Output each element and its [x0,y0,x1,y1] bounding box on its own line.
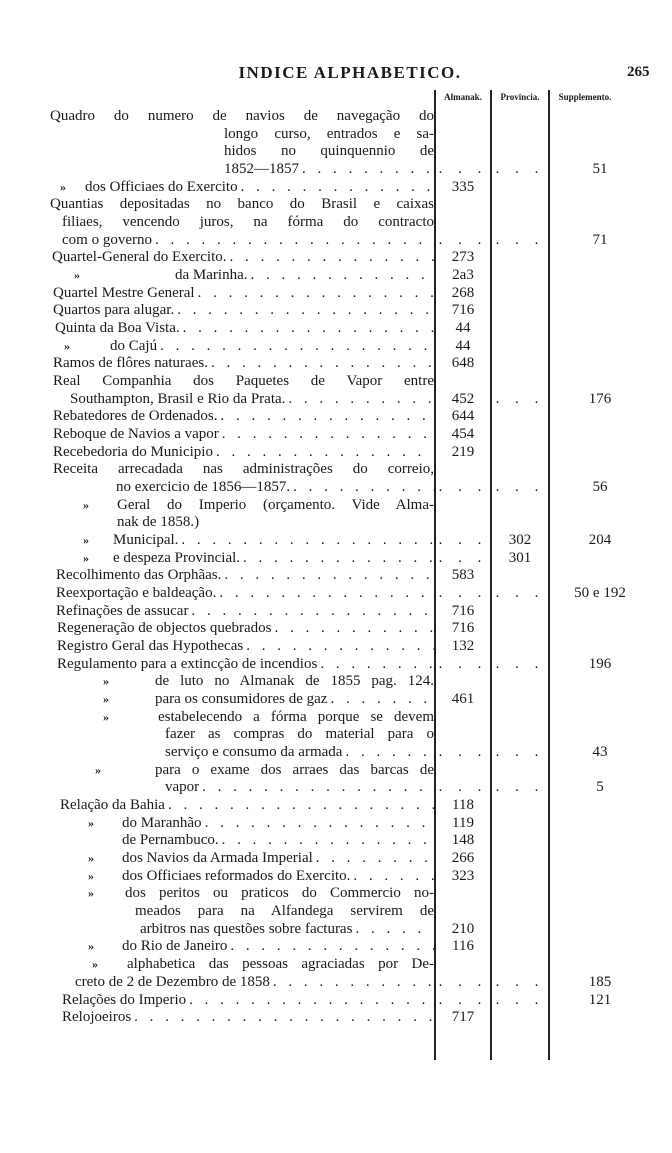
index-entry [0,1009,672,1027]
dot-leader [157,338,434,356]
almanak-page: 461 [451,691,475,708]
index-entry [0,355,672,373]
entry-text-line [50,196,434,214]
ditto-mark: » [60,179,66,194]
index-entry [0,444,672,462]
index-entry [0,497,672,515]
dot-leader [317,656,434,674]
entry-text-line [70,391,434,409]
entry-text-line [53,355,434,373]
dot-leader [174,302,434,320]
entry-text: Refinações de assucar [56,602,189,619]
provincia-page: . . . [495,655,545,672]
index-entry [0,267,672,285]
entry-text-line [57,620,434,638]
index-entry [0,108,672,126]
entry-text-line [53,302,434,320]
entry-text-line [113,550,434,568]
entry-text: Reexportação e baldeação. [56,585,217,602]
entry-text-line [62,1009,434,1027]
ditto-mark: » [95,762,101,777]
index-entry [0,479,672,497]
dot-leader [202,815,434,833]
entry-text: Southampton, Brasil e Rio da Prata. [70,390,286,407]
index-entry [0,921,672,939]
entry-text-line [60,797,434,815]
index-entry [0,161,672,179]
index-entry [0,585,672,603]
almanak-page: 266 [451,850,475,867]
provincia-page: . . . [495,973,545,990]
entry-text: Relojoeiros [62,1009,132,1026]
entry-text: de luto no Almanak de 1855 pag. 124. [155,673,434,690]
entry-text: dos Officiaes do Exercito [85,178,238,195]
index-entry [0,567,672,585]
provincia-page: 301 [508,549,532,566]
dot-leader [180,320,434,338]
dot-leader [285,391,434,409]
index-entry [0,391,672,409]
entry-text: Relação da Bahia [60,797,165,814]
entry-text: Relações do Imperio [62,991,187,1008]
entry-text-line [135,903,434,921]
entry-text: longo curso, entrados e sa- [224,125,434,142]
dot-leader [218,408,434,426]
entry-text: arbitros nas questões sobre facturas [140,920,353,937]
almanak-page: 210 [451,920,475,937]
entry-text: Quinta da Boa Vista. [55,320,180,337]
almanak-page: 119 [452,814,474,831]
index-entry [0,196,672,214]
supplemento-page: 204 [588,532,612,549]
entry-text: dos Navios da Armada Imperial [122,850,313,867]
index-entry [0,249,672,267]
almanak-page: 132 [451,638,475,655]
entry-text: nak de 1858.) [117,514,200,531]
entry-text: dos Officiaes reformados do Exercito. [122,867,351,884]
almanak-page: 219 [451,443,475,460]
entry-text-line [122,868,434,886]
index-entry [0,779,672,797]
index-entry [0,868,672,886]
ditto-mark: » [74,268,80,283]
entry-text: no exercicio de 1856—1857. [116,479,291,496]
entry-text: Quartel-General do Exercito. [52,249,227,266]
almanak-page: 583 [451,567,475,584]
supplemento-page: 185 [588,973,612,990]
entry-text: Quantias depositadas no banco do Brasil e caixas [50,196,434,213]
entry-text-line [85,179,434,197]
index-entry [0,179,672,197]
dot-leader [327,691,434,709]
entry-text-line [122,938,434,956]
index-entry [0,320,672,338]
dot-leader [247,267,434,285]
entry-text: dos peritos ou praticos do Commercio no- [125,885,434,902]
dot-leader [240,550,434,568]
almanak-page: 716 [451,602,475,619]
dot-leader [272,620,435,638]
entry-text: do Maranhão [122,814,202,831]
almanak-page: 644 [451,408,475,425]
entry-text: creto de 2 de Dezembro de 1858 [75,973,270,990]
entry-text-line [52,249,434,267]
index-entry [0,232,672,250]
entry-text-line [165,726,434,744]
entry-text: para o exame dos arraes das barcas de [155,761,434,778]
entry-text: Quartel Mestre General [53,284,195,301]
index-entry [0,744,672,762]
index-entry [0,550,672,568]
dot-leader [195,285,434,303]
entry-text-line [56,585,434,603]
almanak-page: . . . [438,973,488,990]
entry-text-line [122,850,434,868]
entry-text: Recebedoria do Municipio [53,443,213,460]
entry-text: hidos no quinquennio de [224,143,434,160]
entry-text: Recolhimento das Orphãas. [56,567,222,584]
provincia-page: . . . [495,479,545,496]
column-header-provincia: Provincia. [500,92,540,102]
almanak-page: 116 [452,938,474,955]
entry-text: estabelecendo a fórma porque se devem [158,708,434,725]
entry-text-line [127,956,434,974]
almanak-page: 273 [451,249,475,266]
dot-leader [186,992,434,1010]
index-entry [0,726,672,744]
almanak-page: 2a3 [452,267,474,284]
entry-text-line [53,444,434,462]
entry-text-line [224,161,434,179]
page-number: 265 [627,64,650,80]
almanak-page: 717 [451,1009,475,1026]
supplemento-page: 176 [588,390,612,407]
entry-text-line [117,514,199,532]
entry-text-line [117,497,434,515]
dot-leader [221,567,434,585]
dot-leader [243,638,434,656]
ditto-mark: » [103,692,109,707]
entry-text-line [165,744,434,762]
dot-leader [227,938,434,956]
index-entry [0,373,672,391]
dot-leader [165,797,434,815]
entry-text-line [158,709,434,727]
dot-leader [199,779,434,797]
dot-leader [270,974,434,992]
index-entry [0,426,672,444]
entry-text: Real Companhia dos Paquetes de Vapor entre [53,373,434,390]
supplemento-page: 43 [592,744,608,761]
ditto-mark: » [83,550,89,565]
almanak-page: 148 [451,832,475,849]
almanak-page: 452 [451,390,475,407]
entry-text-line [62,992,434,1010]
entry-text-line [50,108,434,126]
supplemento-page: 56 [592,479,608,496]
index-entry [0,603,672,621]
ditto-mark: » [88,868,94,883]
almanak-page: . . . [438,549,488,566]
provincia-page: . . . [495,390,545,407]
entry-text-line [113,532,434,550]
almanak-page: 454 [451,426,475,443]
ditto-mark: » [83,497,89,512]
index-entry [0,850,672,868]
entry-text: Regeneração de objectos quebrados [57,620,272,637]
entry-text: Reboque de Navios a vapor [53,426,219,443]
index-entry [0,461,672,479]
index-entry [0,514,672,532]
index-entry [0,797,672,815]
supplemento-page: 196 [588,655,612,672]
almanak-page: 648 [451,355,475,372]
entry-text: Quadro do numero de navios de navegação do [50,108,434,124]
supplemento-page: 71 [592,231,608,248]
provincia-page: . . . [495,231,545,248]
index-entry [0,338,672,356]
entry-text-line [56,603,434,621]
almanak-page: 716 [451,302,475,319]
entry-text: Geral do Imperio (orçamento. Vide Alma- [117,496,434,513]
almanak-page: . . . [438,655,488,672]
index-entry [0,691,672,709]
index-entry [0,885,672,903]
almanak-page: . . . [438,744,488,761]
dot-leader [188,603,434,621]
index-entry [0,832,672,850]
entry-text: de Pernambuco. [122,832,219,849]
dot-leader [352,921,434,939]
almanak-page: 716 [451,620,475,637]
entry-text-line [53,373,434,391]
entry-text: com o governo [62,231,152,248]
index-entry [0,815,672,833]
almanak-page: 118 [452,797,474,814]
entry-text: meados para na Alfandega servirem de [135,903,434,920]
ditto-mark: » [88,851,94,866]
index-entry [0,656,672,674]
entry-text-line [53,285,434,303]
index-entry [0,974,672,992]
index-entry [0,903,672,921]
entry-text-line [57,638,434,656]
dot-leader [219,832,434,850]
entry-text-line [165,779,434,797]
entry-text-line [53,461,434,479]
dot-leader [238,179,434,197]
dot-leader [131,1009,434,1027]
entry-text: 1852—1857 [224,161,299,177]
almanak-page: . . . [438,585,488,602]
entry-text: Regulamento para a extincção de incendios [57,655,318,672]
ditto-mark: » [83,533,89,548]
index-entry [0,285,672,303]
entry-text-line [155,673,434,691]
dot-leader [213,444,434,462]
index-entry [0,620,672,638]
ditto-mark: » [88,815,94,830]
ditto-mark: » [88,939,94,954]
index-entry [0,673,672,691]
dot-leader [350,868,434,886]
provincia-page: . . . [495,779,545,796]
dot-leader [152,232,434,250]
provincia-page: . . . [495,161,545,177]
index-entry [0,214,672,232]
entry-text-line [53,426,434,444]
entry-text: Ramos de flôres naturaes. [53,355,208,372]
provincia-page: 302 [508,532,532,549]
ditto-mark: » [88,886,94,901]
entry-text: fazer as compras do material para o [165,726,434,743]
provincia-page: . . . [495,585,545,602]
dot-leader [216,585,434,603]
ditto-mark: » [103,709,109,724]
dot-leader [178,532,434,550]
entry-text-line [140,921,434,939]
dot-leader [290,479,434,497]
almanak-page: 44 [455,337,471,354]
column-header-almanak: Almanak. [444,92,482,102]
entry-text: serviço e consumo da armada [165,744,343,761]
provincia-page: . . . [495,744,545,761]
entry-text-line [110,338,434,356]
entry-text: Rebatedores de Ordenados. [53,408,218,425]
index-entry [0,992,672,1010]
entry-text-line [175,267,434,285]
dot-leader [208,355,434,373]
entry-text: e despeza Provincial. [113,549,241,566]
entry-text: Receita arrecadada nas administrações do correio, [53,461,434,478]
almanak-page: . . . [438,479,488,496]
almanak-page: 268 [451,284,475,301]
entry-text-line [155,691,434,709]
index-entry [0,302,672,320]
entry-text: para os consumidores de gaz [155,691,328,708]
entry-text-line [125,885,434,903]
dot-leader [227,249,435,267]
entry-text-line [224,143,434,161]
entry-text: vapor [165,779,200,796]
entry-text-line [224,126,434,144]
entry-text: do Cajú [110,337,158,354]
entry-text: Registro Geral das Hypothecas [57,638,244,655]
ditto-mark: » [92,957,98,972]
entry-text-line [62,232,434,250]
entry-text-line [57,656,434,674]
index-entry [0,956,672,974]
index-entry [0,532,672,550]
dot-leader [219,426,434,444]
index-entry [0,638,672,656]
entry-text: Quartos para alugar. [53,302,175,319]
almanak-page: . . . [438,161,488,177]
almanak-page: . . . [438,779,488,796]
provincia-page: . . . [495,991,545,1008]
index-entry [0,408,672,426]
dot-leader [299,161,434,179]
entry-text-line [116,479,434,497]
ditto-mark: » [103,674,109,689]
almanak-page: 323 [451,867,475,884]
index-entry [0,938,672,956]
index-entry [0,762,672,780]
almanak-page: . . . [438,991,488,1008]
entry-text: Municipal. [113,532,179,549]
dot-leader [342,744,434,762]
index-entry [0,709,672,727]
entry-text-line [155,762,434,780]
dot-leader [313,850,434,868]
supplemento-page: 5 [596,779,604,796]
entry-text-line [75,974,434,992]
supplemento-page: 50 e 192 [574,585,626,602]
entry-text-line [55,320,434,338]
entry-text-line [53,408,434,426]
entry-text-line [62,214,434,232]
supplemento-page: 121 [588,991,612,1008]
entry-text-line [56,567,434,585]
entry-text-line [122,815,434,833]
column-header-supplemento: Supplemento. [558,92,612,102]
entry-text-line [122,832,434,850]
index-entry [0,143,672,161]
index-entry [0,126,672,144]
almanak-page: 44 [455,320,471,337]
entry-text: filiaes, vencendo juros, na fórma do contracto [62,214,434,231]
entry-text: da Marinha. [175,267,248,284]
page-title: INDICE ALPHABETICO. [238,63,462,82]
almanak-page: 335 [451,178,475,195]
supplemento-page: 51 [592,161,608,177]
almanak-page: . . . [438,532,488,549]
entry-text: alphabetica das pessoas agraciadas por De- [127,956,434,973]
ditto-mark: » [64,338,70,353]
entry-text: do Rio de Janeiro [122,938,228,955]
almanak-page: . . . [438,231,488,248]
